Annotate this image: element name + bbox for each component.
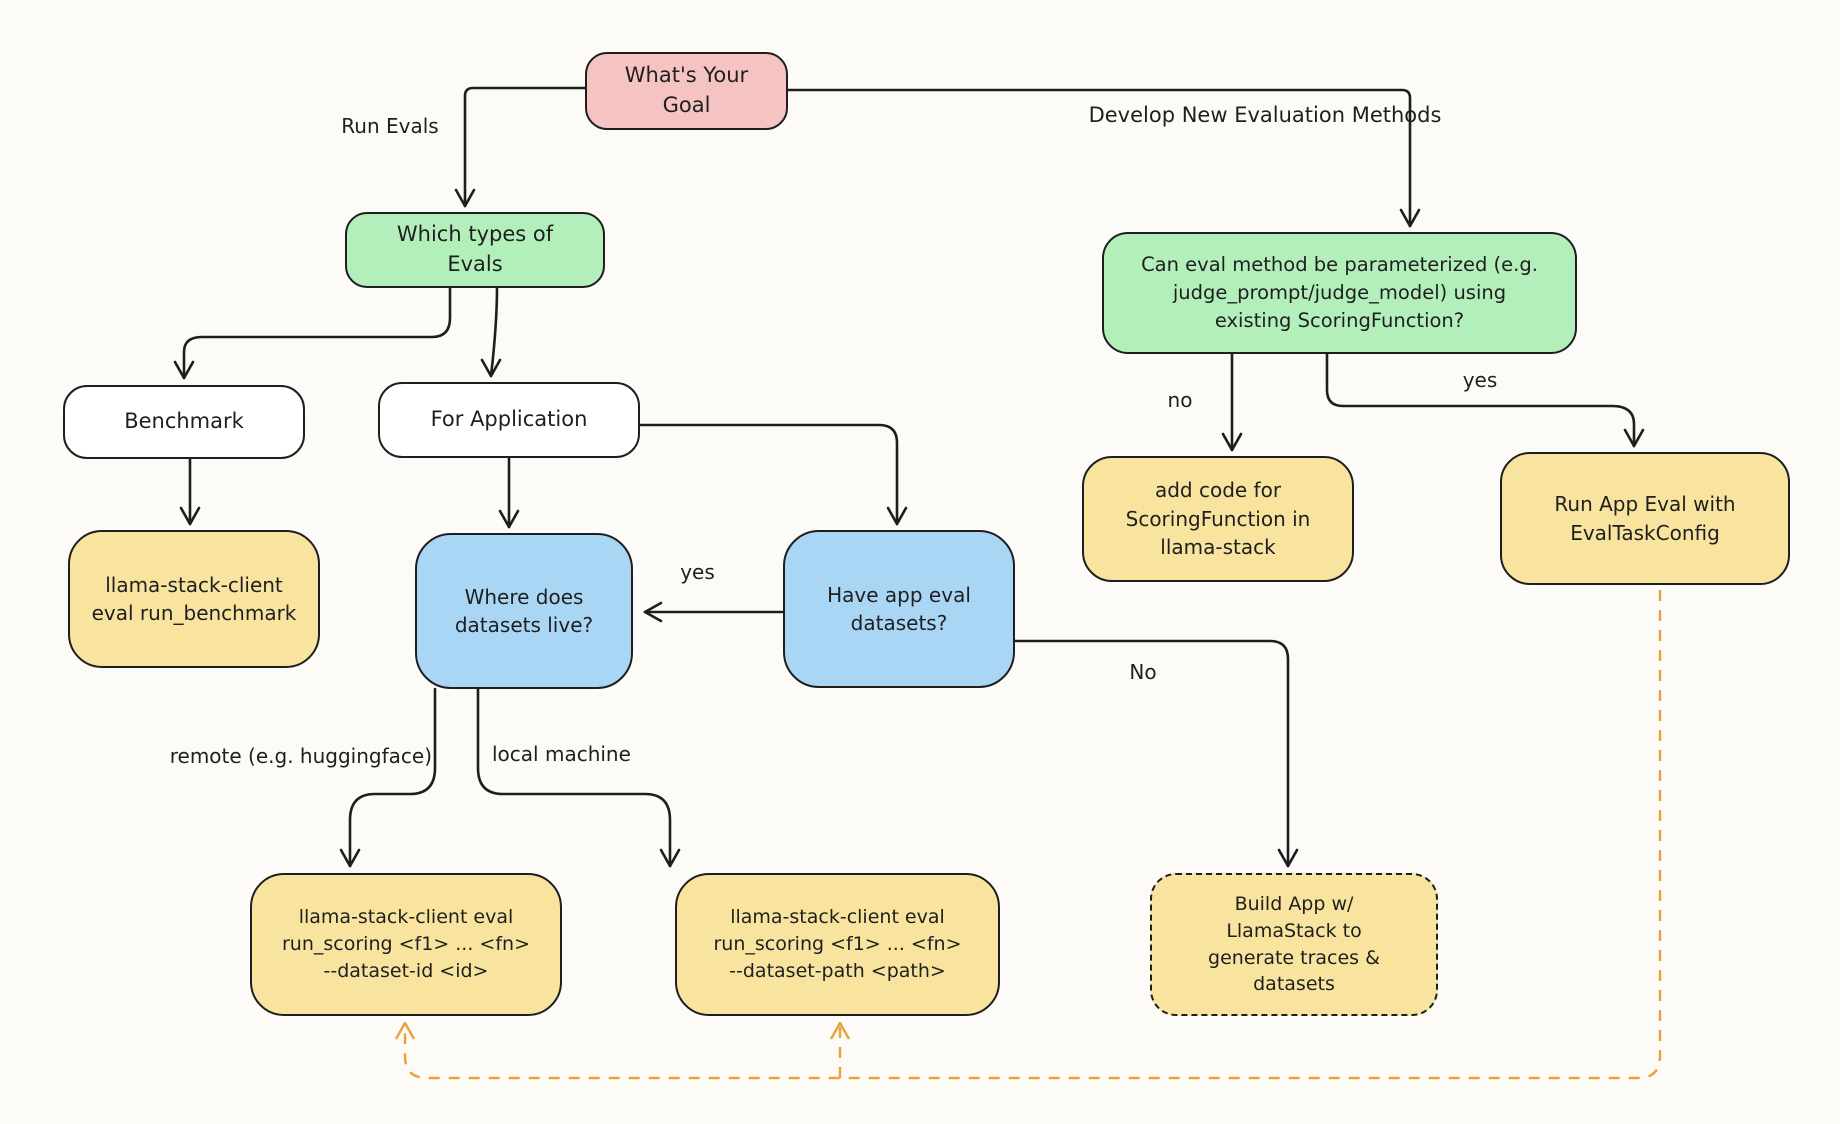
node-text-line: --dataset-path <path> (729, 959, 946, 982)
node-text-line: Have app eval (827, 582, 971, 607)
node-whats-your-goal (585, 52, 788, 130)
node-build-app-with-llamastack (1150, 873, 1438, 1016)
edge-label-remote-huggingface: remote (e.g. huggingface) (169, 744, 432, 768)
edge-label-yes: yes (1462, 368, 1498, 392)
node-which-types-of-evals (345, 212, 605, 288)
edge-label-line: Develop New Evaluation (1088, 103, 1346, 127)
edge-parameterized-no-to-add-code (1223, 354, 1241, 450)
node-text-line: Which types of (396, 222, 554, 247)
edge-run-app-eval-dashed-to-dataset-path-cmd (831, 1023, 849, 1078)
node-text-line: eval run_benchmark (91, 601, 297, 625)
edge-which-types-to-for-application (482, 288, 500, 376)
edge-label-line: Methods (1351, 103, 1442, 127)
node-text-line: Where does (464, 584, 584, 609)
node-text-line: add code for (1154, 478, 1282, 503)
node-text-line: Evals (447, 252, 503, 276)
edge-label-develop-new-evaluation-methods (1085, 100, 1445, 130)
node-text-line: llama-stack-client (105, 572, 283, 597)
node-text-line: --dataset-id <id> (323, 959, 489, 982)
node-text-line: llama-stack (1160, 535, 1276, 560)
node-where-does-datasets-live (415, 533, 633, 689)
node-text-line: run_scoring <f1> ... <fn> (713, 933, 962, 956)
node-run-scoring-dataset-path-command (675, 873, 1000, 1016)
edge-label-run-evals: Run Evals (341, 114, 439, 138)
node-text-line: llama-stack-client eval (298, 906, 514, 929)
node-text-line: Benchmark (124, 409, 244, 434)
node-for-application (378, 382, 640, 458)
node-text-line: datasets (1253, 973, 1335, 996)
node-text-line: EvalTaskConfig (1570, 520, 1720, 545)
node-text-line: What's Your (624, 63, 749, 88)
node-text-line: Build App w/ (1234, 892, 1354, 915)
node-run-scoring-dataset-id-command (250, 873, 562, 1016)
node-text-line: llama-stack-client eval (730, 906, 945, 929)
node-text-line: existing ScoringFunction? (1214, 308, 1465, 332)
edge-have-datasets-yes-to-where-datasets (645, 603, 783, 621)
node-run-app-eval-with-evaltaskconfig (1500, 452, 1790, 585)
node-text-line: For Application (430, 407, 588, 432)
node-text-line: datasets? (850, 611, 948, 635)
node-text-line: generate traces & (1208, 946, 1380, 969)
edge-which-types-to-benchmark (175, 288, 450, 378)
edge-for-application-to-have-datasets (640, 425, 906, 524)
edge-label-no: No (1129, 660, 1157, 684)
edge-label-yes: yes (680, 560, 715, 584)
node-text-line: ScoringFunction in (1125, 506, 1311, 531)
edge-for-application-to-where-datasets (500, 458, 518, 527)
edge-label-local-machine: local machine (492, 742, 631, 766)
node-text-line: Goal (662, 93, 711, 117)
edge-where-datasets-remote-to-dataset-id-cmd (341, 689, 435, 866)
node-benchmark (63, 385, 305, 459)
node-can-eval-method-be-parameterized (1102, 232, 1577, 354)
node-text-line: Can eval method be parameterized (e.g. (1141, 253, 1538, 277)
node-text-line: LlamaStack to (1226, 919, 1362, 942)
node-text-line: run_scoring <f1> ... <fn> (282, 933, 530, 956)
edge-benchmark-to-run-benchmark-cmd (181, 459, 199, 524)
node-text-line: judge_prompt/judge_model) using (1172, 281, 1507, 305)
edge-where-datasets-local-to-dataset-path-cmd (478, 689, 679, 866)
edge-label-no: no (1167, 388, 1193, 412)
node-run-benchmark-command (68, 530, 320, 668)
edge-goal-to-which-types (456, 88, 585, 206)
node-have-app-eval-datasets (783, 530, 1015, 688)
node-text-line: Run App Eval with (1554, 492, 1736, 517)
node-add-code-for-scoringfunction (1082, 456, 1354, 582)
node-text-line: datasets live? (454, 613, 594, 637)
